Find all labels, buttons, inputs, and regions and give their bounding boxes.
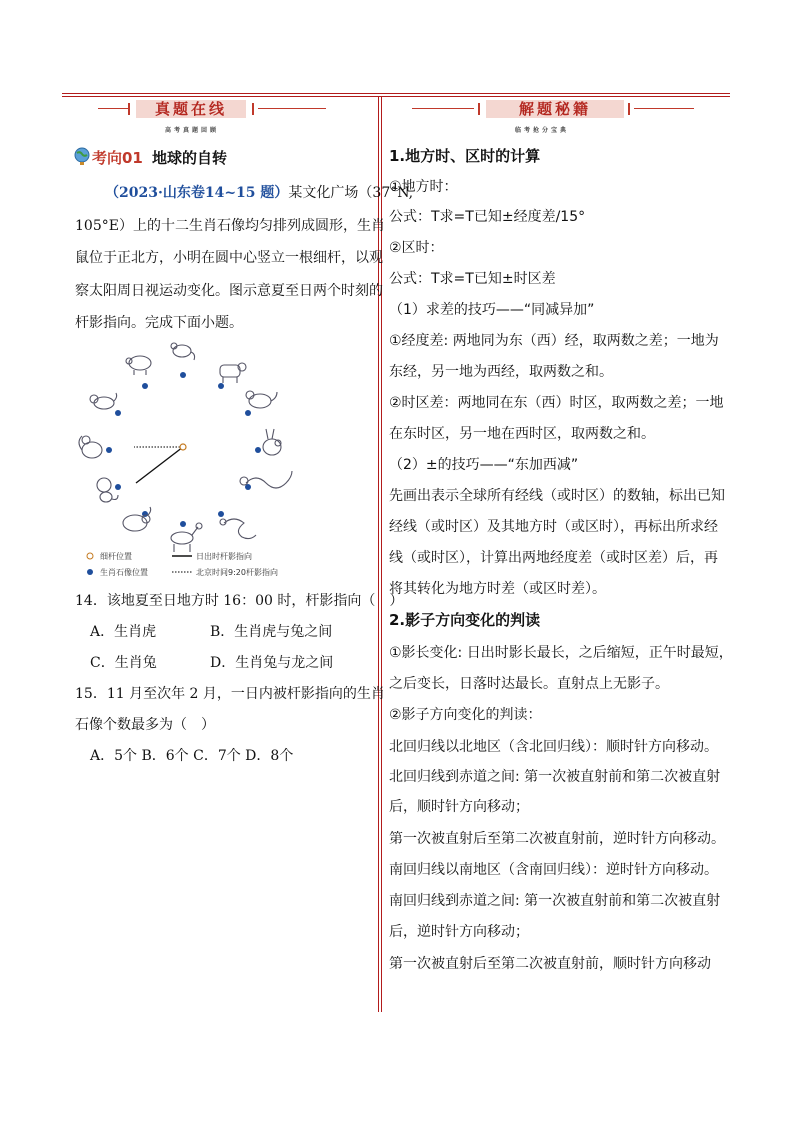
right-line-20: 北回归线到赤道之间: 第一次被直射前和第二次被直射: [389, 769, 721, 785]
q14-stem: 14．该地夏至日地方时 16：00 时，杆影指向（ ）: [75, 593, 404, 609]
statue-dot-snake: [218, 511, 224, 517]
rabbit-icon: [263, 429, 281, 455]
statue-dot-dog: [115, 410, 121, 416]
rat-icon: [171, 343, 195, 360]
intro-line-5: 杆影指向。完成下面小题。: [75, 315, 243, 331]
right-line-11: 先画出表示全球所有经线（或时区）的数轴，标出已知: [389, 488, 725, 504]
right-line-3: ②区时：: [389, 240, 444, 256]
right-line-17: 之后变长，日落时达最长。直射点上无影子。: [389, 676, 669, 692]
top-rule-thin: [62, 96, 730, 97]
heading-time-calc: 1.地方时、区时的计算: [389, 147, 541, 165]
legend-statue-icon: [86, 568, 94, 576]
ox-icon: [220, 363, 246, 383]
left-banner-title: 真题在线: [136, 100, 246, 118]
right-banner-subtitle: 临考抢分宝典: [515, 127, 570, 134]
right-line-16: ①影长变化: 日出时影长最长，之后缩短，正午时最短，: [389, 645, 733, 661]
right-line-5: （1）求差的技巧——“同减异加”: [389, 302, 595, 318]
q14-option-d: D．生肖兔与龙之间: [210, 655, 334, 671]
right-line-7: 东经，另一地为西经，取两数之和。: [389, 364, 613, 380]
legend-beijing-icon: [172, 568, 192, 576]
pig-icon: [126, 356, 151, 375]
statue-dot-ox: [218, 383, 224, 389]
q14-option-a: A．生肖虎: [90, 624, 157, 640]
q14-option-c: C．生肖兔: [90, 655, 157, 671]
right-line-26: 第一次被直射后至第二次被直射前，顺时针方向移动: [389, 956, 711, 972]
left-banner: [98, 100, 326, 118]
right-line-12: 经线（或时区）及其地方时（或区时），再标出所求经: [389, 519, 718, 535]
tiger-icon: [246, 391, 277, 408]
statue-dot-monkey: [115, 484, 121, 490]
horse-icon: [171, 523, 202, 552]
question-source: （2023·山东卷14~15 题）: [105, 185, 289, 201]
legend-pole-icon: [86, 552, 94, 560]
intro-line-1: （2023·山东卷14~15 题）某文化广场（37°N,: [105, 185, 414, 201]
topic-tag: 考向01: [92, 149, 143, 167]
statue-dot-pig: [142, 383, 148, 389]
right-banner: [412, 100, 694, 118]
dog-icon: [90, 393, 117, 409]
right-line-10: （2）±的技巧——“东加西减”: [389, 457, 579, 473]
right-line-23: 南回归线以南地区（含南回归线）：逆时针方向移动。: [389, 862, 718, 878]
pole-marker: [180, 444, 186, 450]
q15-stem-2: 石像个数最多为（ ）: [75, 717, 215, 733]
right-line-8: ②时区差：两地同在东（西）时区，取两数之差；一地: [389, 395, 724, 411]
q15-stem-1: 15．11 月至次年 2 月，一日内被杆影指向的生肖: [75, 686, 385, 702]
right-line-6: ①经度差: 两地同为东（西）经，取两数之差；一地为: [389, 333, 719, 349]
legend-statue: 生肖石像位置: [100, 568, 148, 577]
legend-sunrise-icon: [172, 552, 192, 560]
globe-icon: [72, 146, 92, 166]
goat-icon: [123, 507, 151, 531]
statue-dot-rabbit: [255, 447, 261, 453]
right-line-14: 将其转化为地方时差（或区时差）。: [389, 581, 606, 597]
monkey-icon: [97, 478, 118, 502]
heading-shadow: 2.影子方向变化的判读: [389, 611, 541, 629]
intro-line-3: 鼠位于正北方，小明在圆中心竖立一根细杆，以观: [75, 250, 383, 266]
legend-pole: 细杆位置: [100, 552, 132, 561]
topic-title: 地球的自转: [152, 149, 228, 167]
intro-line-4: 察太阳周日视运动变化。图示意夏至日两个时刻的: [75, 283, 383, 299]
statue-dot-rat: [180, 372, 186, 378]
snake-icon: [220, 519, 256, 539]
right-line-18: ②影子方向变化的判读：: [389, 707, 542, 723]
right-line-13: 线（或时区），计算出两地经度差（或时区差）后，再: [389, 550, 718, 566]
right-line-1: ①地方时：: [389, 179, 458, 195]
left-banner-subtitle: 高考真题回顾: [165, 127, 220, 134]
legend-beijing: 北京时间9:20杆影指向: [196, 568, 278, 577]
intro-line-2: 105°E）上的十二生肖石像均匀排列成圆形，生肖: [75, 218, 385, 234]
top-rule: [62, 93, 730, 94]
right-line-19: 北回归线以北地区（含北回归线）：顺时针方向移动。: [389, 739, 718, 755]
right-line-4: 公式：T求=T已知±时区差: [389, 271, 556, 287]
statue-dot-tiger: [245, 410, 251, 416]
statue-dot-rooster: [106, 447, 112, 453]
right-banner-title: 解题秘籍: [486, 100, 624, 118]
right-line-25: 后，逆时针方向移动；: [389, 924, 529, 940]
sunrise-shadow-line: [136, 447, 183, 483]
legend-sunrise: 日出时杆影指向: [196, 552, 252, 561]
right-line-2: 公式：T求=T已知±经度差/15°: [389, 209, 586, 225]
right-line-9: 在东时区，另一地在西时区，取两数之和。: [389, 426, 655, 442]
statue-dot-horse: [180, 521, 186, 527]
q15-options: A．5个 B．6个 C．7个 D．8个: [90, 748, 294, 764]
rooster-icon: [79, 436, 102, 458]
zodiac-figure: [72, 335, 308, 575]
q14-option-b: B．生肖虎与兔之间: [210, 624, 333, 640]
right-line-22: 第一次被直射后至第二次被直射前，逆时针方向移动。: [389, 831, 725, 847]
right-line-24: 南回归线到赤道之间: 第一次被直射前和第二次被直射: [389, 893, 721, 909]
right-line-21: 后，顺时针方向移动；: [389, 799, 529, 815]
